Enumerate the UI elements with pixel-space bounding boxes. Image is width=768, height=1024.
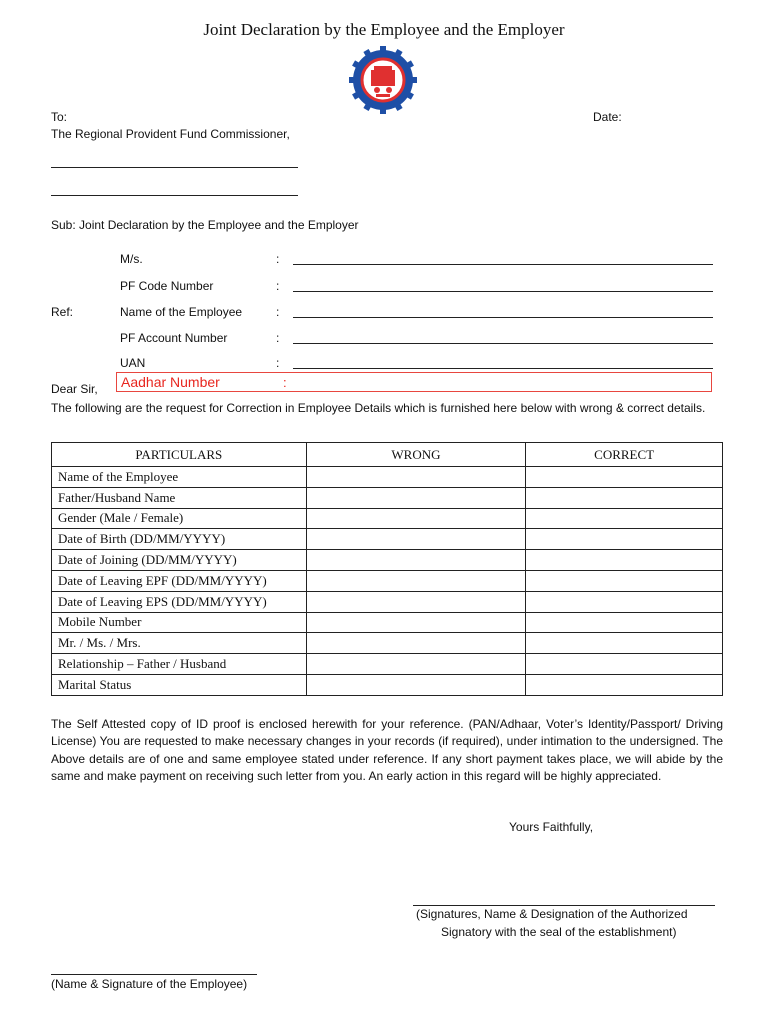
- correct-cell[interactable]: [526, 633, 723, 654]
- correct-cell[interactable]: [526, 529, 723, 550]
- aadhar-number-label: Aadhar Number: [121, 374, 220, 390]
- ref-pf-code-field[interactable]: [293, 291, 713, 292]
- table-row: [52, 508, 723, 529]
- details-table: [51, 442, 723, 696]
- table-row: [52, 633, 723, 654]
- ref-employee-name-field[interactable]: [293, 317, 713, 318]
- declaration-paragraph: The Self Attested copy of ID proof is enclosed herewith for your reference. (PAN/Adhaar, Voter’s Identity/Passport/ Driving License) You are requested to make necessary changes in your records (if required), under intimation to the undersigned. The Above details are of one and same employee stated under reference. If any short payment takes place, we will abide by the same and make payment on receiving such letter from you. An early action in this regard will be highly appreciated.: [51, 717, 723, 783]
- particular-cell: Mr. / Ms. / Mrs.: [52, 633, 307, 654]
- table-row: [52, 550, 723, 571]
- wrong-cell[interactable]: [306, 674, 526, 695]
- correct-cell[interactable]: [526, 550, 723, 571]
- ref-uan-field[interactable]: [293, 368, 713, 369]
- ref-colon: :: [276, 252, 280, 266]
- wrong-cell[interactable]: [306, 591, 526, 612]
- table-row: [52, 591, 723, 612]
- ref-pf-account-label: PF Account Number: [120, 331, 228, 345]
- ref-ms-label: M/s.: [120, 252, 143, 266]
- header-correct: CORRECT: [526, 443, 723, 467]
- wrong-cell[interactable]: [306, 529, 526, 550]
- particular-cell: Father/Husband Name: [52, 487, 307, 508]
- wrong-cell[interactable]: [306, 654, 526, 675]
- correct-cell[interactable]: [526, 674, 723, 695]
- wrong-cell[interactable]: [306, 487, 526, 508]
- employee-signature-caption: (Name & Signature of the Employee): [51, 977, 248, 991]
- table-row: [52, 612, 723, 633]
- correct-cell[interactable]: [526, 487, 723, 508]
- particular-cell: Mobile Number: [52, 612, 307, 633]
- salutation: Dear Sir,: [51, 382, 98, 396]
- table-row: [52, 467, 723, 488]
- correct-cell[interactable]: [526, 654, 723, 675]
- wrong-cell[interactable]: [306, 570, 526, 591]
- address-line-1[interactable]: [51, 167, 298, 168]
- particular-cell: Date of Joining (DD/MM/YYYY): [52, 550, 307, 571]
- particular-cell: Date of Leaving EPF (DD/MM/YYYY): [52, 570, 307, 591]
- ref-uan-label: UAN: [120, 356, 146, 370]
- employee-signature-line[interactable]: [51, 974, 257, 975]
- particular-cell: Gender (Male / Female): [52, 508, 307, 529]
- ref-colon: :: [276, 356, 280, 370]
- epfo-logo-icon: [347, 44, 419, 116]
- header-particulars: PARTICULARS: [52, 443, 307, 467]
- ref-ms-field[interactable]: [293, 264, 713, 265]
- intro-text: The following are the request for Correction in Employee Details which is furnished here below with wrong & correct details.: [51, 401, 706, 415]
- table-row: [52, 529, 723, 550]
- table-row: [52, 674, 723, 695]
- ref-pf-account-field[interactable]: [293, 343, 713, 344]
- table-row: [52, 654, 723, 675]
- wrong-cell[interactable]: [306, 612, 526, 633]
- ref-pf-code-label: PF Code Number: [120, 279, 214, 293]
- table-row: [52, 570, 723, 591]
- addressee: The Regional Provident Fund Commissioner,: [51, 127, 290, 141]
- employer-signature-caption-1: (Signatures, Name & Designation of the Authorized: [416, 907, 688, 921]
- to-label: To:: [51, 110, 68, 124]
- correct-cell[interactable]: [526, 467, 723, 488]
- particular-cell: Relationship – Father / Husband: [52, 654, 307, 675]
- wrong-cell[interactable]: [306, 467, 526, 488]
- wrong-cell[interactable]: [306, 633, 526, 654]
- correct-cell[interactable]: [526, 508, 723, 529]
- table-header-row: [52, 443, 723, 467]
- wrong-cell[interactable]: [306, 508, 526, 529]
- ref-employee-name-label: Name of the Employee: [120, 305, 243, 319]
- closing-text: Yours Faithfully,: [509, 820, 594, 834]
- employer-signature-line[interactable]: [413, 905, 715, 906]
- ref-colon: :: [276, 305, 280, 319]
- particular-cell: Marital Status: [52, 674, 307, 695]
- particular-cell: Date of Birth (DD/MM/YYYY): [52, 529, 307, 550]
- aadhar-colon: :: [283, 375, 287, 390]
- table-row: [52, 487, 723, 508]
- address-line-2[interactable]: [51, 195, 298, 196]
- aadhar-number-field[interactable]: [116, 372, 712, 392]
- employer-signature-caption-2: Signatory with the seal of the establishment): [441, 925, 677, 939]
- particular-cell: Name of the Employee: [52, 467, 307, 488]
- header-wrong: WRONG: [306, 443, 526, 467]
- correct-cell[interactable]: [526, 591, 723, 612]
- correct-cell[interactable]: [526, 570, 723, 591]
- correct-cell[interactable]: [526, 612, 723, 633]
- particular-cell: Date of Leaving EPS (DD/MM/YYYY): [52, 591, 307, 612]
- subject-line: Sub: Joint Declaration by the Employee and the Employer: [51, 218, 359, 232]
- wrong-cell[interactable]: [306, 550, 526, 571]
- document-title: Joint Declaration by the Employee and the Employer: [203, 20, 565, 39]
- ref-colon: :: [276, 279, 280, 293]
- ref-label: Ref:: [51, 305, 74, 319]
- date-label: Date:: [593, 110, 622, 124]
- ref-colon: :: [276, 331, 280, 345]
